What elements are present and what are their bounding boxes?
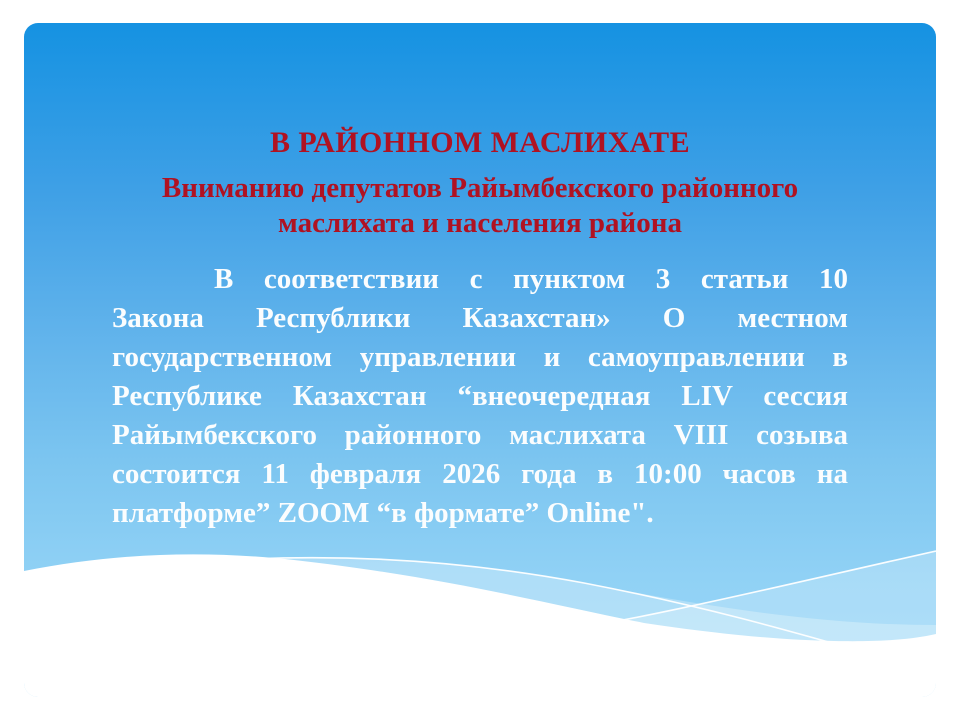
body-paragraph: [24, 260, 936, 533]
slide: [24, 23, 936, 697]
body-line: Закона Республики Казахстан» О местном: [112, 302, 848, 334]
slide-content: [24, 126, 936, 533]
body-line: В соответствии с пунктом 3 статьи 10: [214, 263, 848, 295]
slide-subtitle: [24, 171, 936, 241]
page-title: В РАЙОННОМ МАСЛИХАТЕ: [270, 126, 690, 159]
body-line: платформе” ZOOM “в формате” Online".: [112, 497, 654, 529]
body-line: Республике Казахстан “внеочередная LIV сессия: [112, 380, 848, 412]
body-line: состоится 11 февраля 2026 года в 10:00 часов на: [112, 458, 848, 490]
subtitle-line-2: маслихата и населения района: [278, 207, 682, 239]
body-line: государственном управлении и самоуправлении в: [112, 341, 848, 373]
body-line: Райымбекского районного маслихата VIII созыва: [112, 419, 848, 451]
subtitle-line-1: Вниманию депутатов Райымбекского районного: [161, 172, 799, 204]
